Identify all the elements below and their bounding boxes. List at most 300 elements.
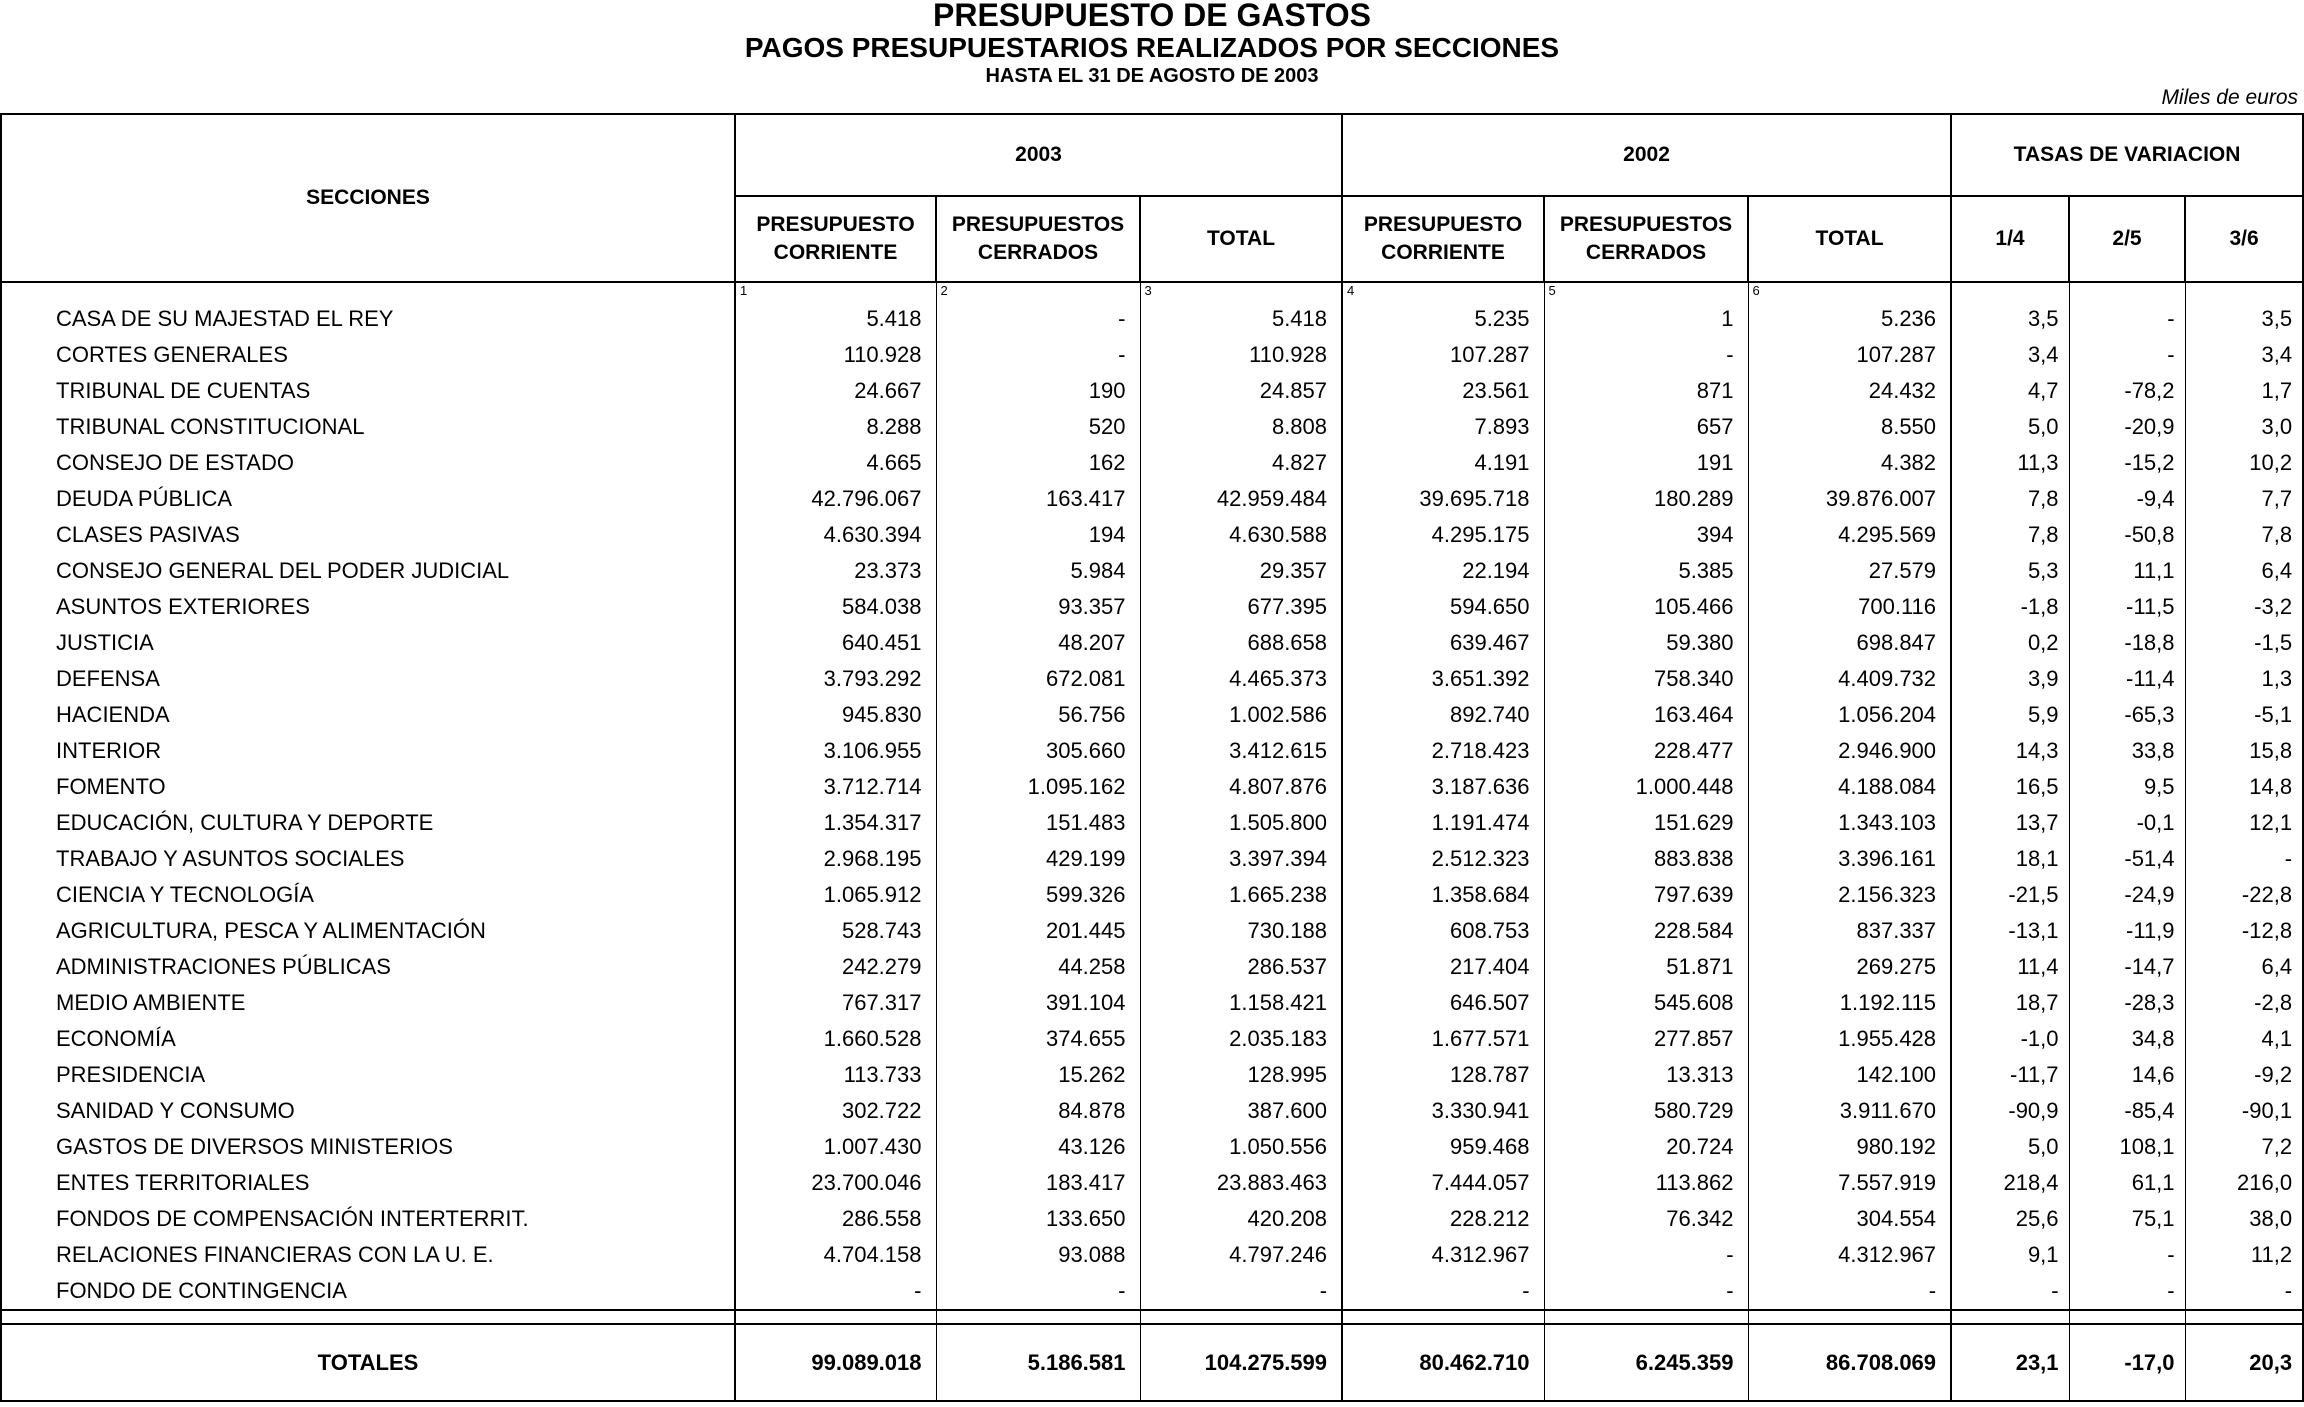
table-cell: 2.156.323 [1748,877,1951,913]
table-cell: 18,7 [1951,985,2069,1021]
table-cell: 8.550 [1748,409,1951,445]
table-cell: 429.199 [936,841,1140,877]
table-cell: 218,4 [1951,1165,2069,1201]
table-cell: 2.512.323 [1342,841,1544,877]
table-cell: 286.537 [1140,949,1342,985]
table-row [1,985,2303,1021]
totals-cell: 104.275.599 [1140,1324,1342,1401]
table-row [1,913,2303,949]
table-cell: 5,9 [1951,697,2069,733]
table-cell: 2.718.423 [1342,733,1544,769]
table-cell: 959.468 [1342,1129,1544,1165]
table-cell: 194 [936,517,1140,553]
column-number-row [1,282,2303,301]
table-cell: 216,0 [2185,1165,2303,1201]
section-name: MEDIO AMBIENTE [1,985,735,1021]
table-row [1,1021,2303,1057]
table-cell: 2.035.183 [1140,1021,1342,1057]
table-cell: 1.050.556 [1140,1129,1342,1165]
table-cell: 0,2 [1951,625,2069,661]
table-cell: 133.650 [936,1201,1140,1237]
table-cell: 201.445 [936,913,1140,949]
header-rate-1-4: 1/4 [1951,196,2069,282]
table-cell: 639.467 [1342,625,1544,661]
table-cell: 107.287 [1748,337,1951,373]
table-cell: 33,8 [2069,733,2185,769]
header-pc-2003: PRESUPUESTO CORRIENTE [735,196,936,282]
table-cell: -5,1 [2185,697,2303,733]
table-cell: 228.584 [1544,913,1748,949]
date-line: HASTA EL 31 DE AGOSTO DE 2003 [985,65,1319,87]
table-cell: 4.312.967 [1748,1237,1951,1273]
table-cell: 59.380 [1544,625,1748,661]
table-cell: -9,2 [2185,1057,2303,1093]
table-cell: 4.191 [1342,445,1544,481]
table-cell: 4.295.175 [1342,517,1544,553]
table-cell: 18,1 [1951,841,2069,877]
table-cell: 4.295.569 [1748,517,1951,553]
table-cell: 44.258 [936,949,1140,985]
table-cell: 34,8 [2069,1021,2185,1057]
table-cell: 5,3 [1951,553,2069,589]
table-cell: 23.561 [1342,373,1544,409]
table-cell: -11,7 [1951,1057,2069,1093]
table-row [1,769,2303,805]
table-row [1,553,2303,589]
table-row [1,445,2303,481]
table-cell: 767.317 [735,985,936,1021]
table-cell: - [2069,1237,2185,1273]
totals-cell: 99.089.018 [735,1324,936,1401]
table-cell: 3.412.615 [1140,733,1342,769]
table-cell: 27.579 [1748,553,1951,589]
table-cell: 2.968.195 [735,841,936,877]
table-row [1,1201,2303,1237]
table-cell: 1.665.238 [1140,877,1342,913]
table-cell: 4.704.158 [735,1237,936,1273]
table-cell: 7,8 [1951,517,2069,553]
table-cell: 1.192.115 [1748,985,1951,1021]
table-cell: 12,1 [2185,805,2303,841]
table-cell: 277.857 [1544,1021,1748,1057]
table-cell: 7.557.919 [1748,1165,1951,1201]
table-cell: 4.465.373 [1140,661,1342,697]
table-cell: 4.807.876 [1140,769,1342,805]
table-cell: 1.158.421 [1140,985,1342,1021]
table-cell: 151.483 [936,805,1140,841]
table-cell: 191 [1544,445,1748,481]
table-cell: 2.946.900 [1748,733,1951,769]
table-cell: -15,2 [2069,445,2185,481]
table-cell: 758.340 [1544,661,1748,697]
column-number: 3 [1140,282,1342,301]
section-name: DEUDA PÚBLICA [1,481,735,517]
table-cell: 190 [936,373,1140,409]
header-pc-2002: PRESUPUESTO CORRIENTE [1342,196,1544,282]
budget-table [0,113,2304,1402]
table-cell: 1.343.103 [1748,805,1951,841]
section-name: ADMINISTRACIONES PÚBLICAS [1,949,735,985]
table-row [1,625,2303,661]
table-cell: 1,7 [2185,373,2303,409]
table-cell: 11,3 [1951,445,2069,481]
table-cell: 1.056.204 [1748,697,1951,733]
table-cell: 7.444.057 [1342,1165,1544,1201]
table-row [1,337,2303,373]
page-title: PRESUPUESTO DE GASTOS [932,0,1372,33]
table-cell: 39.695.718 [1342,481,1544,517]
table-cell: 51.871 [1544,949,1748,985]
table-cell: 3.187.636 [1342,769,1544,805]
table-cell: 22.194 [1342,553,1544,589]
table-cell: 7,8 [2185,517,2303,553]
table-cell: 871 [1544,373,1748,409]
table-cell: 228.477 [1544,733,1748,769]
table-row [1,877,2303,913]
table-cell: 545.608 [1544,985,1748,1021]
table-cell: 128.995 [1140,1057,1342,1093]
column-number: 2 [936,282,1140,301]
table-cell: 698.847 [1748,625,1951,661]
table-cell: 4.797.246 [1140,1237,1342,1273]
table-cell: -85,4 [2069,1093,2185,1129]
totals-cell: -17,0 [2069,1324,2185,1401]
table-cell: 110.928 [735,337,936,373]
table-cell: 584.038 [735,589,936,625]
table-cell: -1,5 [2185,625,2303,661]
table-cell: 387.600 [1140,1093,1342,1129]
table-cell: 8.808 [1140,409,1342,445]
table-cell: - [936,301,1140,337]
table-cell: 4.630.588 [1140,517,1342,553]
table-cell: 305.660 [936,733,1140,769]
table-cell: 7.893 [1342,409,1544,445]
section-name: PRESIDENCIA [1,1057,735,1093]
table-cell: 9,5 [2069,769,2185,805]
table-row [1,1237,2303,1273]
table-cell: 837.337 [1748,913,1951,949]
section-name: CASA DE SU MAJESTAD EL REY [1,301,735,337]
totals-cell: 5.186.581 [936,1324,1140,1401]
units-label: Miles de euros [2161,86,2298,109]
section-name: AGRICULTURA, PESCA Y ALIMENTACIÓN [1,913,735,949]
table-cell: 162 [936,445,1140,481]
section-name: DEFENSA [1,661,735,697]
table-cell: 107.287 [1342,337,1544,373]
table-cell: 7,8 [1951,481,2069,517]
table-cell: -90,1 [2185,1093,2303,1129]
table-row [1,949,2303,985]
table-cell: 13,7 [1951,805,2069,841]
table-row [1,733,2303,769]
table-cell: 304.554 [1748,1201,1951,1237]
table-cell: 3,4 [1951,337,2069,373]
table-row [1,517,2303,553]
column-number: 1 [735,282,936,301]
table-cell: 4.827 [1140,445,1342,481]
table-row [1,589,2303,625]
table-cell: 6,4 [2185,553,2303,589]
table-cell: 4,7 [1951,373,2069,409]
section-name: ENTES TERRITORIALES [1,1165,735,1201]
table-cell: 3.106.955 [735,733,936,769]
table-cell: - [2069,301,2185,337]
table-cell: 5.385 [1544,553,1748,589]
table-cell: 1,3 [2185,661,2303,697]
table-cell: 84.878 [936,1093,1140,1129]
table-cell: 797.639 [1544,877,1748,913]
section-name: CIENCIA Y TECNOLOGÍA [1,877,735,913]
table-cell: - [1544,337,1748,373]
table-cell: 677.395 [1140,589,1342,625]
section-name: ASUNTOS EXTERIORES [1,589,735,625]
table-row [1,481,2303,517]
table-cell: 10,2 [2185,445,2303,481]
table-cell: 42.796.067 [735,481,936,517]
table-cell: 48.207 [936,625,1140,661]
table-cell: 4.188.084 [1748,769,1951,805]
table-cell: 163.464 [1544,697,1748,733]
table-cell: - [2185,1273,2303,1310]
table-row [1,301,2303,337]
table-cell: 883.838 [1544,841,1748,877]
table-cell: 646.507 [1342,985,1544,1021]
table-cell: 391.104 [936,985,1140,1021]
table-cell: 38,0 [2185,1201,2303,1237]
table-cell: 14,3 [1951,733,2069,769]
table-cell: 24.667 [735,373,936,409]
table-cell: -28,3 [2069,985,2185,1021]
table-row [1,1093,2303,1129]
table-cell: 7,2 [2185,1129,2303,1165]
table-cell: 4.312.967 [1342,1237,1544,1273]
table-cell: 110.928 [1140,337,1342,373]
table-cell: 3.330.941 [1342,1093,1544,1129]
totals-cell: 86.708.069 [1748,1324,1951,1401]
table-cell: - [1544,1273,1748,1310]
table-cell: 180.289 [1544,481,1748,517]
section-name: GASTOS DE DIVERSOS MINISTERIOS [1,1129,735,1165]
table-cell: - [2185,841,2303,877]
table-cell: 108,1 [2069,1129,2185,1165]
header-year-2002: 2002 [1342,114,1951,196]
table-cell: -1,0 [1951,1021,2069,1057]
table-cell: 13.313 [1544,1057,1748,1093]
section-name: RELACIONES FINANCIERAS CON LA U. E. [1,1237,735,1273]
section-name: CLASES PASIVAS [1,517,735,553]
table-cell: 7,7 [2185,481,2303,517]
table-cell: -22,8 [2185,877,2303,913]
table-cell: 4.630.394 [735,517,936,553]
table-cell: 76.342 [1544,1201,1748,1237]
table-row [1,409,2303,445]
table-cell: -2,8 [2185,985,2303,1021]
table-cell: -3,2 [2185,589,2303,625]
table-cell: 1.191.474 [1342,805,1544,841]
table-cell: 128.787 [1342,1057,1544,1093]
table-cell: 24.857 [1140,373,1342,409]
table-cell: 93.357 [936,589,1140,625]
table-cell: 1.007.430 [735,1129,936,1165]
table-cell: 142.100 [1748,1057,1951,1093]
table-cell: 3,4 [2185,337,2303,373]
table-cell: 1 [1544,301,1748,337]
table-cell: 20.724 [1544,1129,1748,1165]
totals-cell: 23,1 [1951,1324,2069,1401]
table-cell: - [2069,1273,2185,1310]
page-subtitle: PAGOS PRESUPUESTARIOS REALIZADOS POR SECCIONES [744,32,1560,63]
table-cell: -11,9 [2069,913,2185,949]
table-cell: 286.558 [735,1201,936,1237]
table-cell: 1.095.162 [936,769,1140,805]
table-cell: 594.650 [1342,589,1544,625]
table-cell: 394 [1544,517,1748,553]
table-cell: 1.000.448 [1544,769,1748,805]
table-cell: 113.862 [1544,1165,1748,1201]
table-cell: - [2069,337,2185,373]
table-cell: -1,8 [1951,589,2069,625]
table-cell: 183.417 [936,1165,1140,1201]
table-cell: -18,8 [2069,625,2185,661]
table-cell: -90,9 [1951,1093,2069,1129]
section-name: CONSEJO DE ESTADO [1,445,735,481]
table-cell: 3,9 [1951,661,2069,697]
column-number: 4 [1342,282,1544,301]
table-cell: -21,5 [1951,877,2069,913]
table-cell: 113.733 [735,1057,936,1093]
table-cell: 520 [936,409,1140,445]
table-row [1,841,2303,877]
table-cell: 25,6 [1951,1201,2069,1237]
totals-cell: 20,3 [2185,1324,2303,1401]
column-number: 5 [1544,282,1748,301]
table-cell: 1.660.528 [735,1021,936,1057]
table-cell: 945.830 [735,697,936,733]
table-cell: 688.658 [1140,625,1342,661]
section-name: TRABAJO Y ASUNTOS SOCIALES [1,841,735,877]
table-cell: 730.188 [1140,913,1342,949]
header-total-2003: TOTAL [1140,196,1342,282]
table-cell: 42.959.484 [1140,481,1342,517]
table-cell: 5.418 [1140,301,1342,337]
totals-label: TOTALES [1,1324,735,1401]
table-cell: 151.629 [1544,805,1748,841]
table-cell: 3.911.670 [1748,1093,1951,1129]
table-cell: 3.712.714 [735,769,936,805]
table-cell: 75,1 [2069,1201,2185,1237]
table-cell: 4.409.732 [1748,661,1951,697]
table-row [1,697,2303,733]
table-cell: 1.955.428 [1748,1021,1951,1057]
table-cell: 16,5 [1951,769,2069,805]
table-cell: 5.235 [1342,301,1544,337]
table-cell: 980.192 [1748,1129,1951,1165]
table-cell: 1.354.317 [735,805,936,841]
section-name: TRIBUNAL CONSTITUCIONAL [1,409,735,445]
table-cell: -13,1 [1951,913,2069,949]
table-cell: 23.700.046 [735,1165,936,1201]
section-name: TRIBUNAL DE CUENTAS [1,373,735,409]
table-cell: 8.288 [735,409,936,445]
table-cell: -20,9 [2069,409,2185,445]
table-cell: -11,4 [2069,661,2185,697]
table-cell: -24,9 [2069,877,2185,913]
table-cell: 3.793.292 [735,661,936,697]
table-cell: 640.451 [735,625,936,661]
table-cell: 1.505.800 [1140,805,1342,841]
table-cell: - [936,337,1140,373]
table-cell: 892.740 [1342,697,1544,733]
header-rate-3-6: 3/6 [2185,196,2303,282]
table-cell: 217.404 [1342,949,1544,985]
table-cell: 4,1 [2185,1021,2303,1057]
table-cell: 6,4 [2185,949,2303,985]
table-cell: 4.665 [735,445,936,481]
table-cell: 1.065.912 [735,877,936,913]
totals-cell: 6.245.359 [1544,1324,1748,1401]
table-cell: 528.743 [735,913,936,949]
table-cell: 163.417 [936,481,1140,517]
table-cell: 5,0 [1951,409,2069,445]
table-cell: 3.396.161 [1748,841,1951,877]
table-cell: 29.357 [1140,553,1342,589]
header-secciones: SECCIONES [1,114,735,282]
header-pce-2003: PRESUPUESTOS CERRADOS [936,196,1140,282]
table-cell: 700.116 [1748,589,1951,625]
table-cell: -9,4 [2069,481,2185,517]
table-cell: 302.722 [735,1093,936,1129]
table-cell: 580.729 [1544,1093,1748,1129]
section-name: INTERIOR [1,733,735,769]
section-name: FONDOS DE COMPENSACIÓN INTERTERRIT. [1,1201,735,1237]
table-row [1,805,2303,841]
table-cell: - [1140,1273,1342,1310]
table-cell: 672.081 [936,661,1140,697]
column-number: 6 [1748,282,1951,301]
table-cell: 24.432 [1748,373,1951,409]
header-year-2003: 2003 [735,114,1342,196]
table-cell: -12,8 [2185,913,2303,949]
table-cell: -11,5 [2069,589,2185,625]
section-name: JUSTICIA [1,625,735,661]
section-name: ECONOMÍA [1,1021,735,1057]
table-cell: 1.358.684 [1342,877,1544,913]
table-cell: 105.466 [1544,589,1748,625]
table-cell: -14,7 [2069,949,2185,985]
table-cell: - [1748,1273,1951,1310]
totals-row [1,1324,2303,1401]
table-cell: 228.212 [1342,1201,1544,1237]
header-pce-2002: PRESUPUESTOS CERRADOS [1544,196,1748,282]
table-cell: 3.651.392 [1342,661,1544,697]
header-rate-2-5: 2/5 [2069,196,2185,282]
table-row [1,1057,2303,1093]
table-cell: 5.418 [735,301,936,337]
table-cell: 599.326 [936,877,1140,913]
table-cell: 23.883.463 [1140,1165,1342,1201]
table-cell: 242.279 [735,949,936,985]
section-name: FONDO DE CONTINGENCIA [1,1273,735,1310]
table-cell: - [1544,1237,1748,1273]
table-cell: 61,1 [2069,1165,2185,1201]
table-cell: 5.984 [936,553,1140,589]
table-cell: 39.876.007 [1748,481,1951,517]
table-row [1,373,2303,409]
table-cell: 11,4 [1951,949,2069,985]
table-cell: - [1951,1273,2069,1310]
section-name: FOMENTO [1,769,735,805]
table-cell: 56.756 [936,697,1140,733]
